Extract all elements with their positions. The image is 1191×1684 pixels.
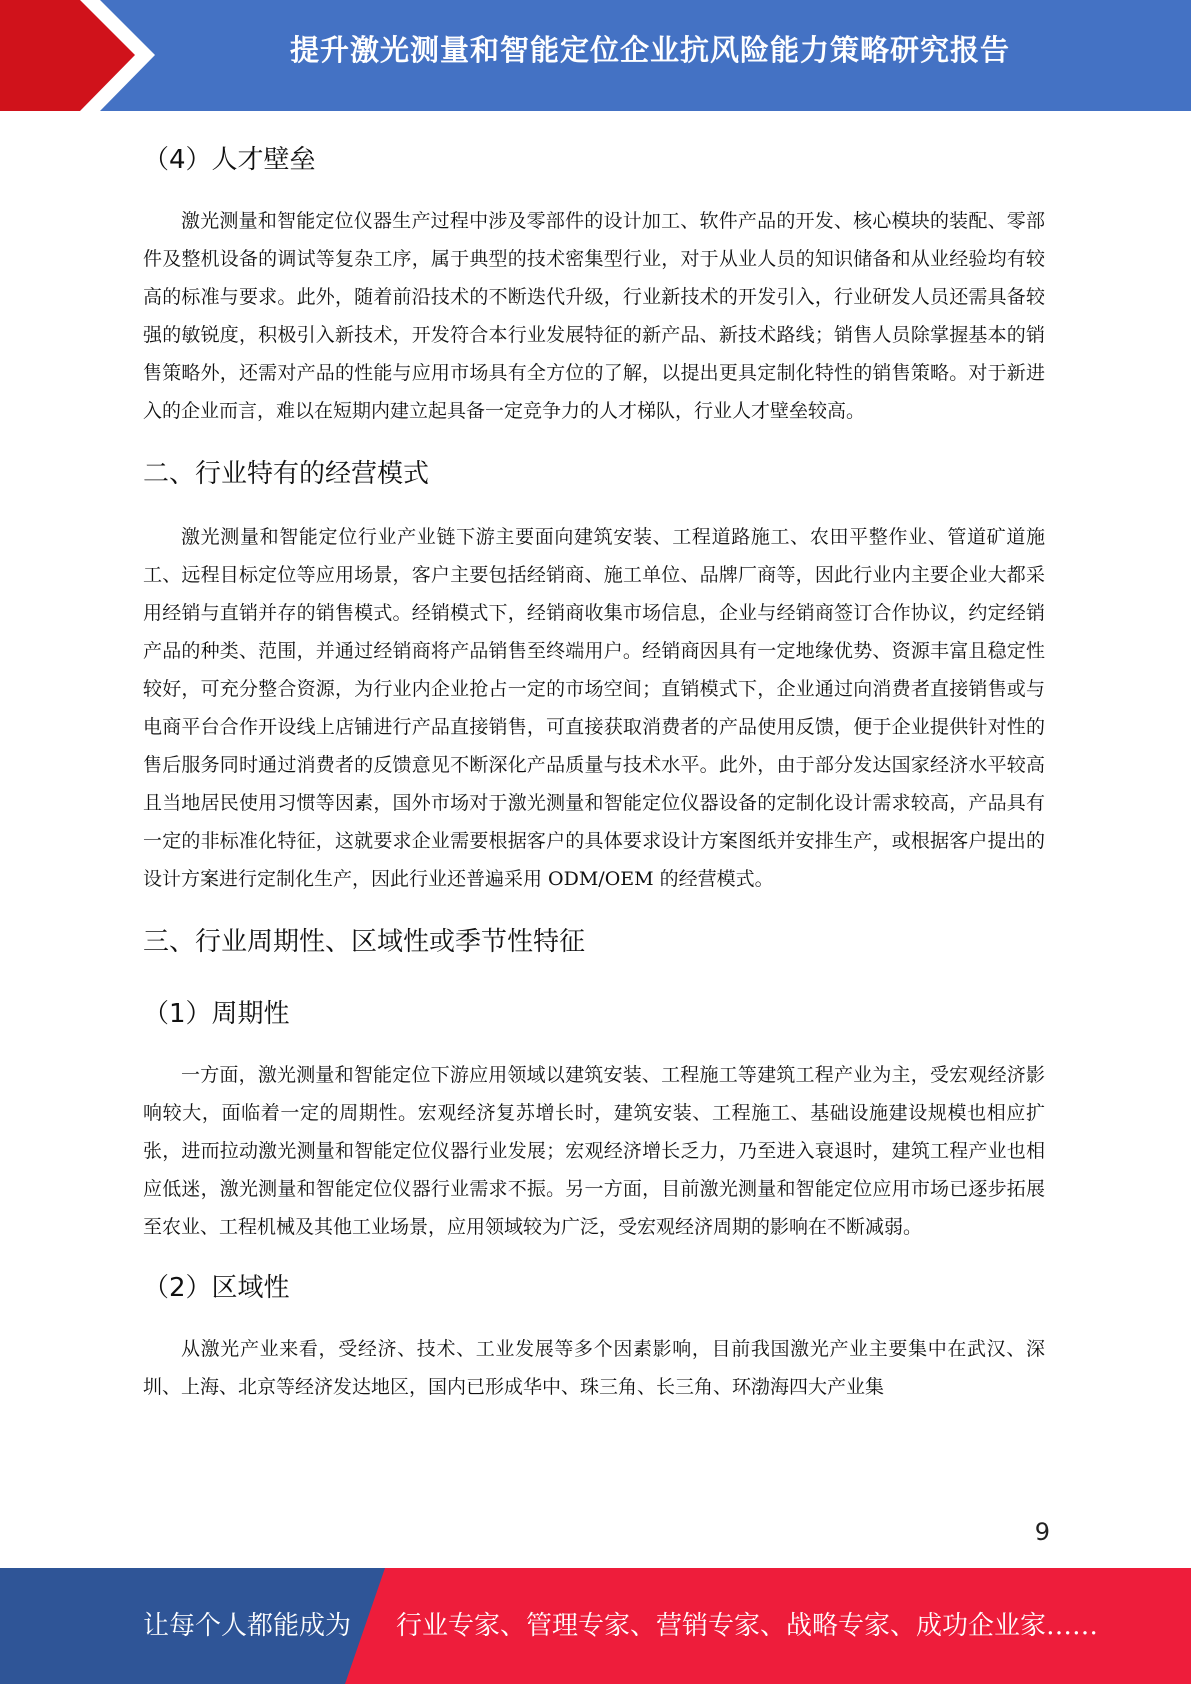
heading-talent-barrier: （4）人才壁垒 (143, 145, 316, 175)
paragraph-cyclical: 一方面，激光测量和智能定位下游应用领域以建筑安装、工程施工等建筑工程产业为主，受宏观经济影响较大，面临着一定的周期性。宏观经济复苏增长时，建筑安装、工程施工、基础设施建设规模也相应扩张，进而拉动激光测量和智能定位仪器行业发展；宏观经济增长乏力，乃至进入衰退时，建筑工程产业也相应低迷，激光测量和智能定位仪器行业需求不振。另一方面，目前激光测量和智能定位应用市场已逐步拓展至农业、工程机械及其他工业场景，应用领域较为广泛，受宏观经济周期的影响在不断减弱。 (143, 1064, 1045, 1238)
page-number: 9 (1034, 1518, 1050, 1546)
heading-cyclical: （1）周期性 (143, 999, 290, 1029)
paragraph-regional: 从激光产业来看，受经济、技术、工业发展等多个因素影响，目前我国激光产业主要集中在武汉、深圳、上海、北京等经济发达地区，国内已形成华中、珠三角、长三角、环渤海四大产业集 (143, 1338, 1045, 1398)
heading-regional: （2）区域性 (143, 1273, 290, 1303)
page-header (0, 0, 1191, 111)
header-title: 提升激光测量和智能定位企业抗风险能力策略研究报告 (289, 33, 1010, 67)
heading-characteristics: 三、行业周期性、区域性或季节性特征 (143, 927, 586, 957)
paragraph-talent-barrier: 激光测量和智能定位仪器生产过程中涉及零部件的设计加工、软件产品的开发、核心模块的装配、零部件及整机设备的调试等复杂工序，属于典型的技术密集型行业，对于从业人员的知识储备和从业经验均有较高的标准与要求。此外，随着前沿技术的不断迭代升级，行业新技术的开发引入，行业研发人员还需具备较强的敏锐度，积极引入新技术，开发符合本行业发展特征的新产品、新技术路线；销售人员除掌握基本的销售策略外，还需对产品的性能与应用市场具有全方位的了解，以提出更具定制化特性的销售策略。对于新进入的企业而言，难以在短期内建立起具备一定竞争力的人才梯队，行业人才壁垒较高。 (143, 210, 1045, 422)
document-body (143, 120, 1045, 1406)
footer-slogan-right: 行业专家、管理专家、营销专家、战略专家、成功企业家…… (396, 1611, 1099, 1641)
heading-business-model: 二、行业特有的经营模式 (143, 459, 430, 489)
footer-slogan-left: 让每个人都能成为 (143, 1611, 352, 1641)
page-footer (0, 1568, 1191, 1684)
paragraph-business-model: 激光测量和智能定位行业产业链下游主要面向建筑安装、工程道路施工、农田平整作业、管道矿道施工、远程目标定位等应用场景，客户主要包括经销商、施工单位、品牌厂商等，因此行业内主要企业大都采用经销与直销并存的销售模式。经销模式下，经销商收集市场信息，企业与经销商签订合作协议，约定经销产品的种类、范围，并通过经销商将产品销售至终端用户。经销商因具有一定地缘优势、资源丰富且稳定性较好，可充分整合资源，为行业内企业抢占一定的市场空间；直销模式下，企业通过向消费者直接销售或与电商平台合作开设线上店铺进行产品直接销售，可直接获取消费者的产品使用反馈，便于企业提供针对性的售后服务同时通过消费者的反馈意见不断深化产品质量与技术水平。此外，由于部分发达国家经济水平较高且当地居民使用习惯等因素，国外市场对于激光测量和智能定位仪器设备的定制化设计需求较高，产品具有一定的非标准化特征，这就要求企业需要根据客户的具体要求设计方案图纸并安排生产，或根据客户提出的设计方案进行定制化生产，因此行业还普遍采用 ODM/OEM 的经营模式。 (143, 526, 1045, 890)
